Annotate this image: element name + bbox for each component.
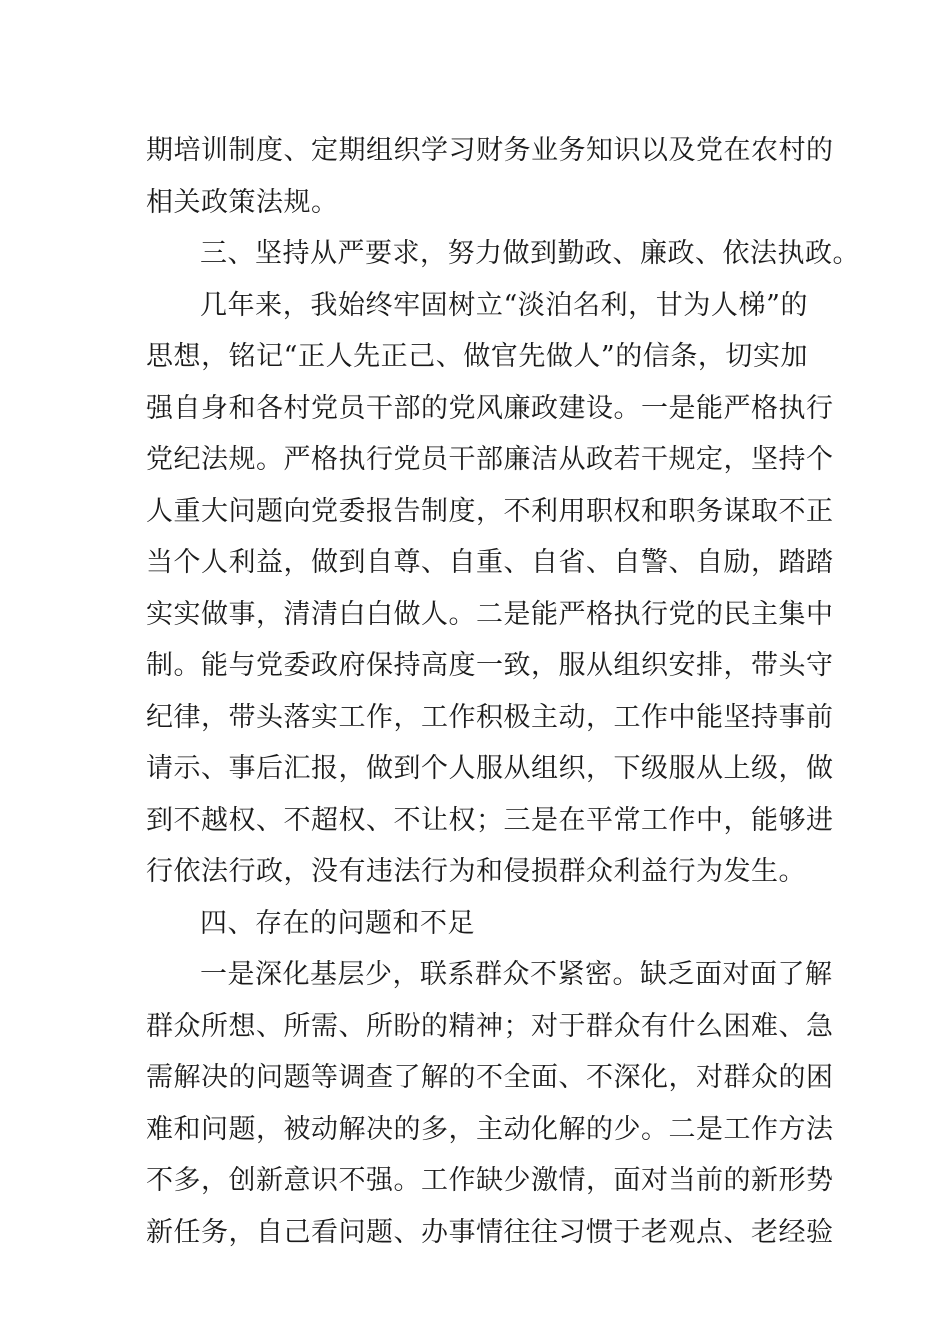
text-line: 人重大问题向党委报告制度，不利用职权和职务谋取不正	[146, 495, 834, 527]
text-line: 当个人利益，做到自尊、自重、自省、自警、自励，踏踏	[146, 547, 834, 578]
text-line: 行依法行政，没有违法行为和侵损群众利益行为发生。	[146, 856, 806, 887]
text-line: 一是深化基层少，联系群众不紧密。缺乏面对面了解	[200, 959, 833, 990]
text-line: 思想，铭记“正人先正己、做官先做人”的信条，切实加	[146, 341, 808, 372]
text-line: 几年来，我始终牢固树立“淡泊名利，甘为人梯”的	[200, 289, 808, 321]
heading-text: 四、存在的问题和不足	[200, 907, 475, 939]
text-line: 群众所想、所需、所盼的精神；对于群众有什么困难、急	[146, 1010, 834, 1042]
heading-text: 三、坚持从严要求，努力做到勤政、廉政、依法执政。	[200, 238, 860, 269]
text-line: 实实做事，清清白白做人。二是能严格执行党的民主集中	[146, 598, 834, 630]
text-line: 请示、事后汇报，做到个人服从组织，下级服从上级，做	[146, 753, 834, 784]
section-heading-three	[146, 228, 860, 280]
text-line: 需解决的问题等调查了解的不全面、不深化，对群众的困	[146, 1062, 834, 1093]
text-line: 制。能与党委政府保持高度一致，服从组织安排，带头守	[146, 650, 834, 681]
text-line: 期培训制度、定期组织学习财务业务知识以及党在农村的	[146, 135, 834, 166]
text-line: 纪律，带头落实工作，工作积极主动，工作中能坚持事前	[146, 701, 834, 733]
paragraph-training-continuation	[146, 125, 834, 228]
text-line: 到不越权、不超权、不让权；三是在平常工作中，能够进	[146, 804, 834, 836]
text-line: 党纪法规。严格执行党员干部廉洁从政若干规定，坚持个	[146, 444, 834, 475]
text-line: 难和问题，被动解决的多，主动化解的少。二是工作方法	[146, 1113, 834, 1145]
text-line: 不多，创新意识不强。工作缺少激情，面对当前的新形势	[146, 1165, 834, 1196]
text-line: 相关政策法规。	[146, 186, 339, 218]
document-body	[146, 125, 860, 1258]
paragraph-problems	[146, 949, 834, 1258]
text-line: 新任务，自己看问题、办事情往往习惯于老观点、老经验	[146, 1216, 834, 1248]
text-line: 强自身和各村党员干部的党风廉政建设。一是能严格执行	[146, 392, 834, 424]
paragraph-integrity	[146, 280, 834, 898]
section-heading-four	[146, 898, 808, 950]
